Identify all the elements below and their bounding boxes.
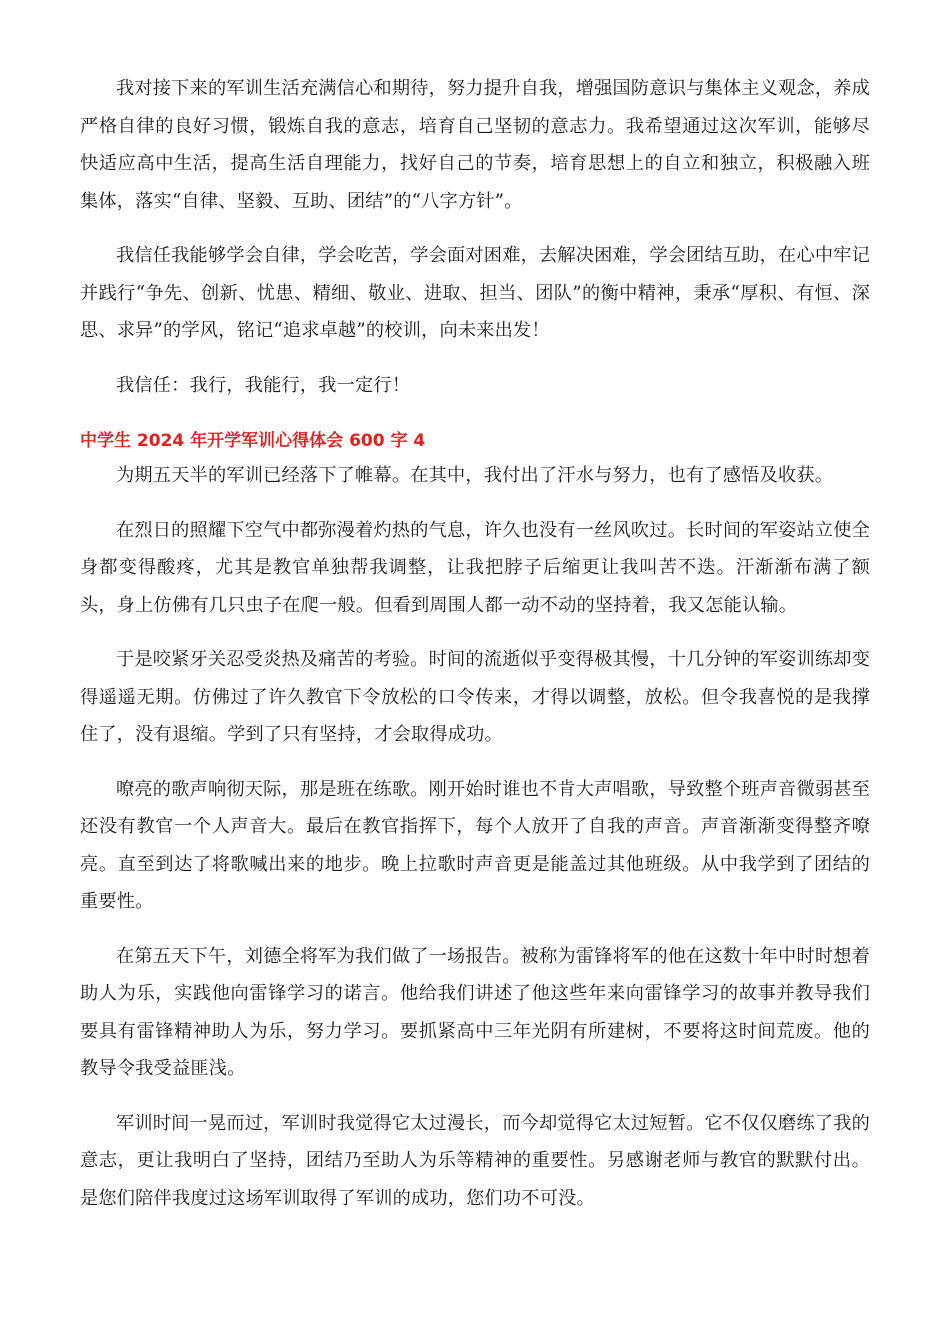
paragraph: 为期五天半的军训已经落下了帷幕。在其中，我付出了汗水与努力，也有了感悟及收获。 bbox=[116, 465, 834, 486]
paragraph: 我信任我能够学会自律，学会吃苦，学会面对困难，去解决困难，学会团结互助，在心中牢记并践行“争先、创新、忧患、精细、敬业、进取、担当、团队”的衡中精神，秉承“厚积、有恒、深思、求异”的学风，铭记“追求卓越”的校训，向未来出发！ bbox=[80, 245, 870, 341]
paragraph: 我信任：我行，我能行，我一定行！ bbox=[116, 374, 411, 396]
section-heading: 中学生 2024 年开学军训心得体会 600 字 4 bbox=[80, 431, 426, 451]
paragraph: 我对接下来的军训生活充满信心和期待，努力提升自我，增强国防意识与集体主义观念，养成严格自律的良好习惯，锻炼自我的意志，培育自己坚韧的意志力。我希望通过这次军训，能够尽快适应高中生活，提高生活自理能力，找好自己的节奏，培育思想上的自立和独立，积极融入班集体，落实“自律、坚毅、互助、团结”的“八字方针”。 bbox=[80, 78, 870, 212]
paragraph: 在第五天下午，刘德全将军为我们做了一场报告。被称为雷锋将军的他在这数十年中时时想着助人为乐，实践他向雷锋学习的诺言。他给我们讲述了他这些年来向雷锋学习的故事并教导我们要具有雷锋精神助人为乐，努力学习。要抓紧高中三年光阴有所建树，不要将这时间荒废。他的教导令我受益匪浅。 bbox=[80, 945, 870, 1079]
document-page bbox=[80, 70, 870, 1234]
paragraph: 军训时间一晃而过，军训时我觉得它太过漫长，而今却觉得它太过短暂。它不仅仅磨练了我的意志，更让我明白了坚持，团结乃至助人为乐等精神的重要性。另感谢老师与教官的默默付出。是您们陪伴我度过这场军训取得了军训的成功，您们功不可没。 bbox=[80, 1112, 870, 1209]
paragraph: 嘹亮的歌声响彻天际，那是班在练歌。刚开始时谁也不肯大声唱歌，导致整个班声音微弱甚至还没有教官一个人声音大。最后在教官指挥下，每个人放开了自我的声音。声音渐渐变得整齐嘹亮。直至到达了将歌喊出来的地步。晚上拉歌时声音更是能盖过其他班级。从中我学到了团结的重要性。 bbox=[80, 778, 870, 912]
paragraph: 于是咬紧牙关忍受炎热及痛苦的考验。时间的流逝似乎变得极其慢，十几分钟的军姿训练却变得遥遥无期。仿佛过了许久教官下令放松的口令传来，才得以调整，放松。但令我喜悦的是我撑住了，没有退缩。学到了只有坚持，才会取得成功。 bbox=[80, 649, 870, 745]
paragraph: 在烈日的照耀下空气中都弥漫着灼热的气息，许久也没有一丝风吹过。长时间的军姿站立使全身都变得酸疼，尤其是教官单独帮我调整，让我把脖子后缩更让我叫苦不迭。汗渐渐布满了额头，身上仿佛有几只虫子在爬一般。但看到周围人都一动不动的坚持着，我又怎能认输。 bbox=[80, 519, 870, 616]
